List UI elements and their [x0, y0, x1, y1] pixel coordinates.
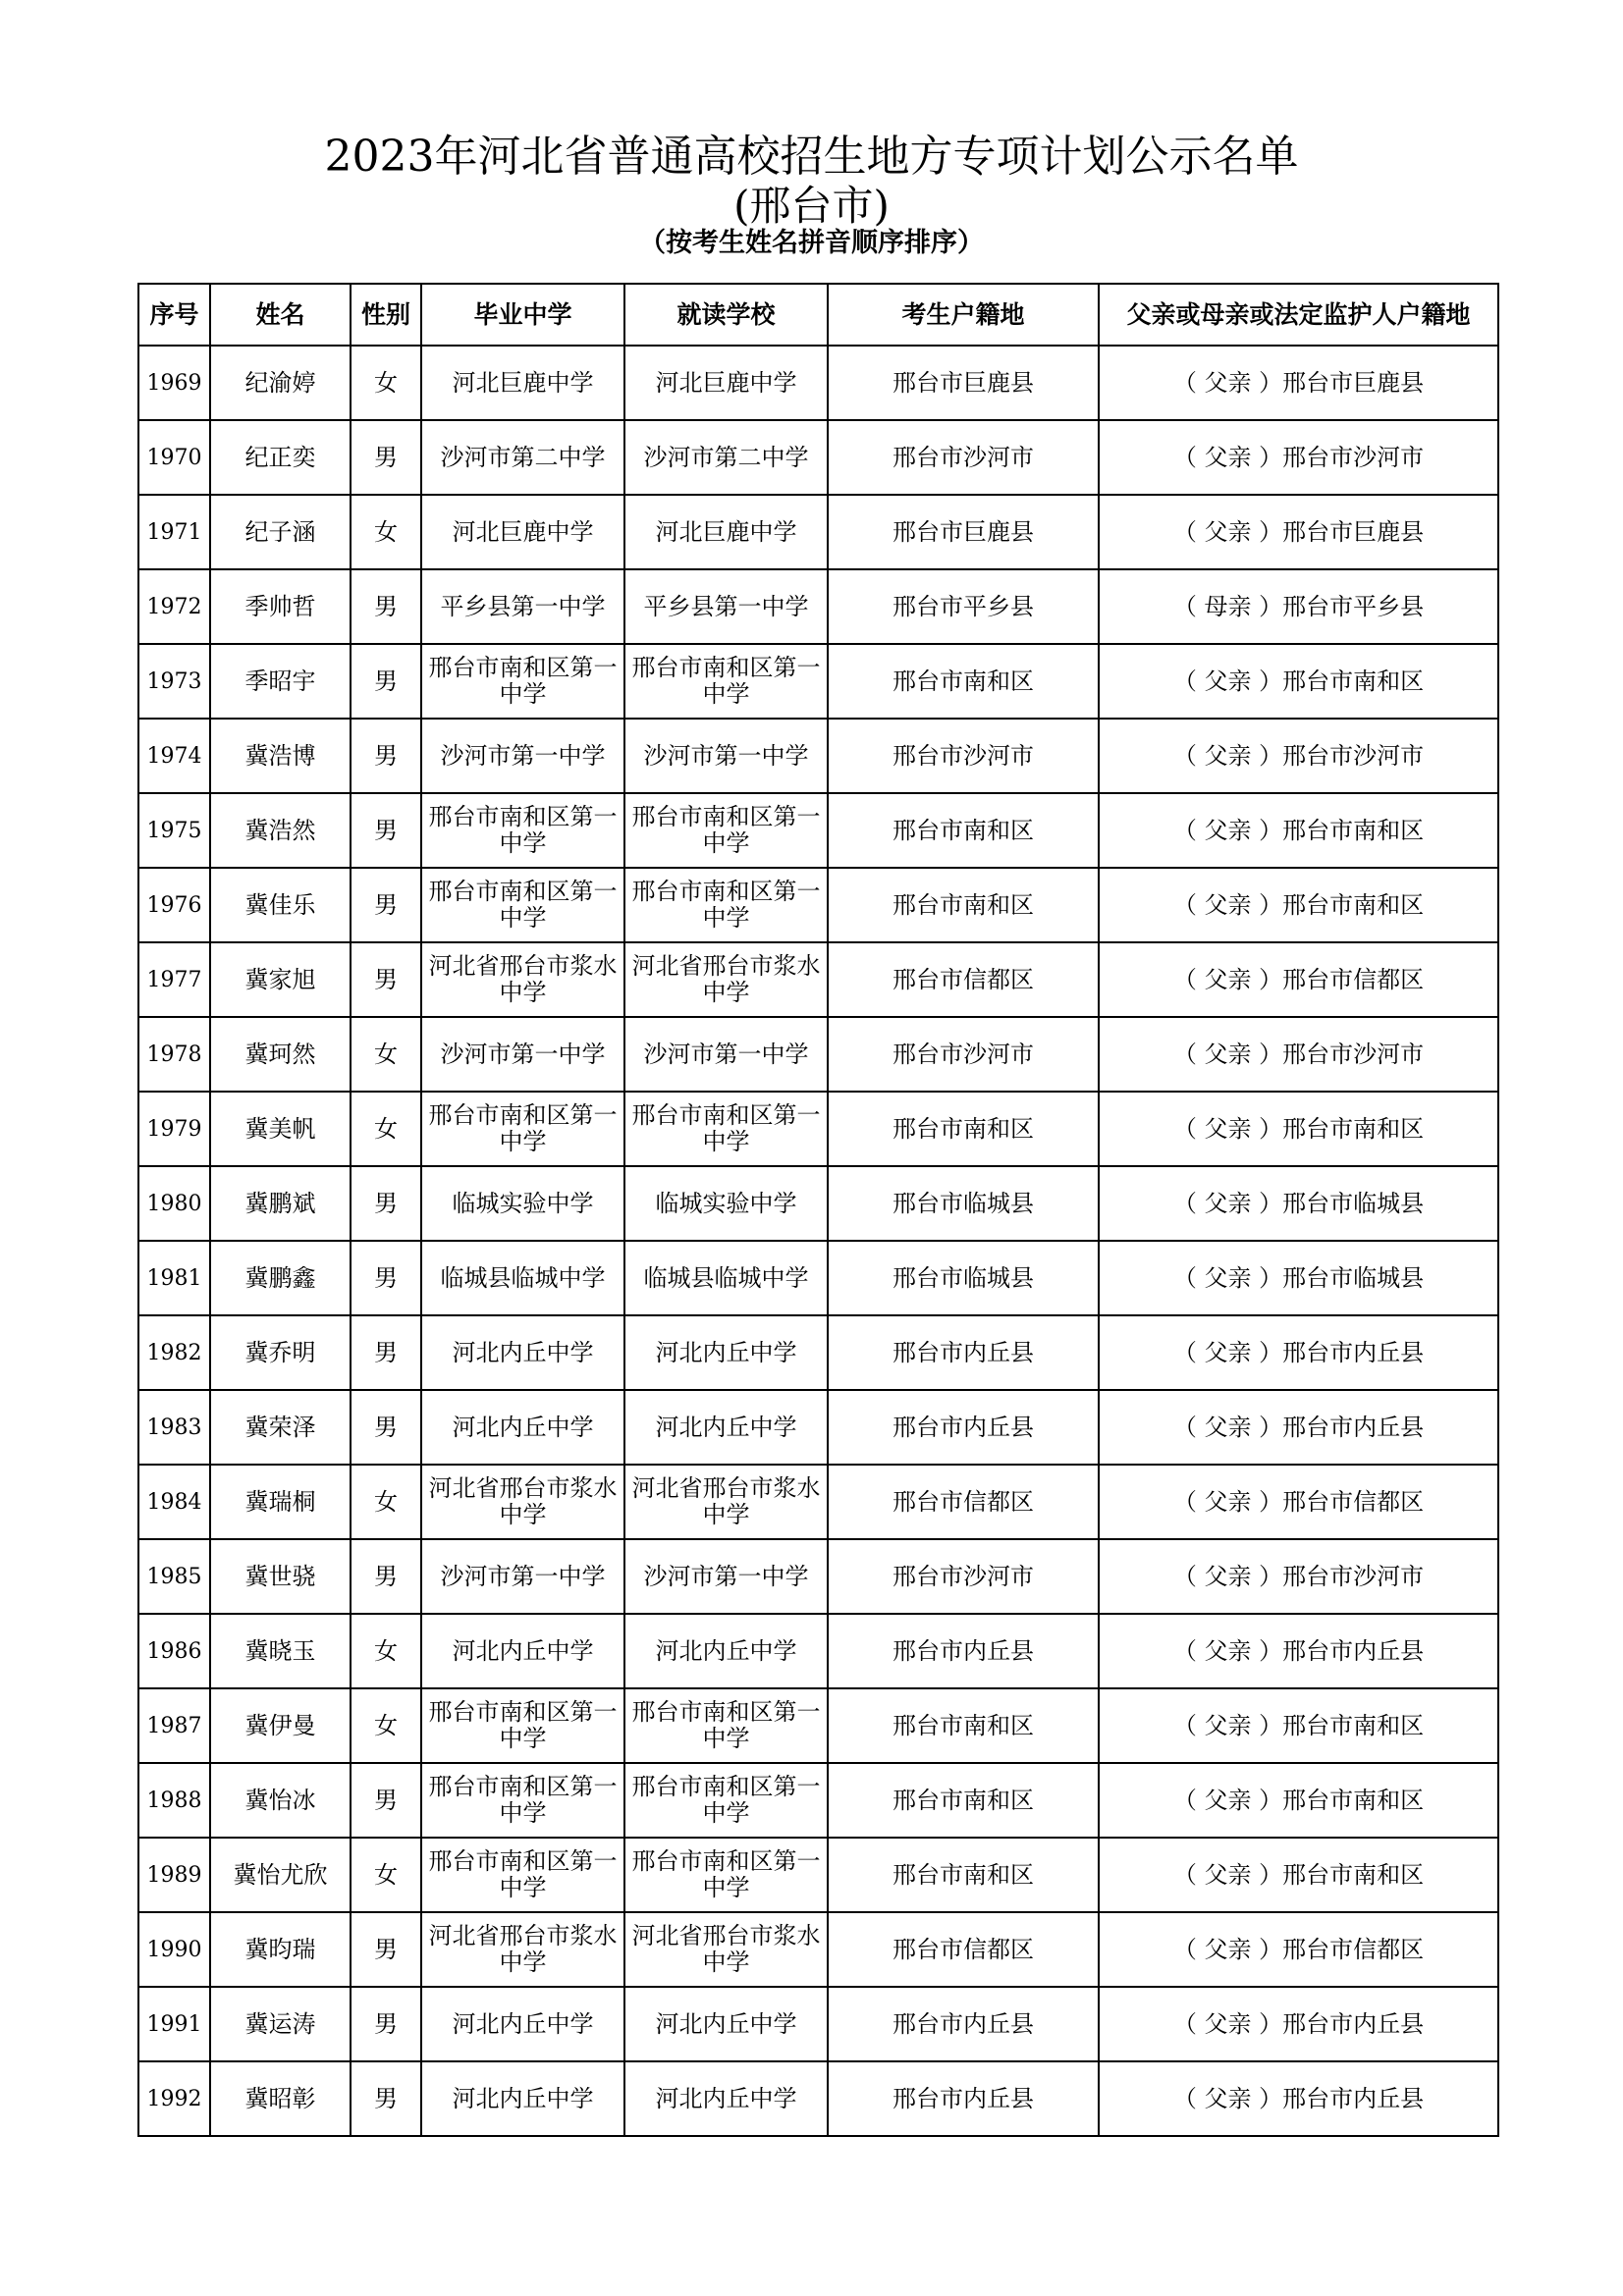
- cell-no: 1976: [138, 868, 210, 942]
- table-row: [138, 420, 1498, 495]
- cell-guardian-hukou: （ 父亲 ）邢台市临城县: [1099, 1241, 1498, 1315]
- cell-gender: 女: [351, 1017, 421, 1092]
- cell-grad-school: 沙河市第二中学: [421, 420, 624, 495]
- table-row: [138, 1092, 1498, 1166]
- cell-hukou: 邢台市内丘县: [828, 1987, 1099, 2061]
- table-row: [138, 1166, 1498, 1241]
- cell-hukou: 邢台市沙河市: [828, 1539, 1099, 1614]
- cell-grad-school: 河北内丘中学: [421, 1987, 624, 2061]
- cell-current-school: 邢台市南和区第一中学: [624, 1092, 828, 1166]
- cell-no: 1981: [138, 1241, 210, 1315]
- cell-current-school: 平乡县第一中学: [624, 569, 828, 644]
- cell-name: 冀浩博: [210, 719, 351, 793]
- cell-guardian-hukou: （ 父亲 ）邢台市沙河市: [1099, 1539, 1498, 1614]
- cell-gender: 男: [351, 942, 421, 1017]
- table-row: [138, 1539, 1498, 1614]
- cell-gender: 女: [351, 1614, 421, 1688]
- cell-hukou: 邢台市内丘县: [828, 1315, 1099, 1390]
- cell-no: 1987: [138, 1688, 210, 1763]
- cell-hukou: 邢台市南和区: [828, 644, 1099, 719]
- cell-guardian-hukou: （ 父亲 ）邢台市巨鹿县: [1099, 495, 1498, 569]
- cell-grad-school: 邢台市南和区第一中学: [421, 644, 624, 719]
- cell-no: 1985: [138, 1539, 210, 1614]
- cell-no: 1979: [138, 1092, 210, 1166]
- cell-name: 冀怡冰: [210, 1763, 351, 1838]
- table-row: [138, 719, 1498, 793]
- cell-gender: 男: [351, 1912, 421, 1987]
- cell-hukou: 邢台市信都区: [828, 1465, 1099, 1539]
- cell-grad-school: 临城实验中学: [421, 1166, 624, 1241]
- cell-gender: 男: [351, 719, 421, 793]
- cell-guardian-hukou: （ 母亲 ）邢台市平乡县: [1099, 569, 1498, 644]
- cell-guardian-hukou: （ 父亲 ）邢台市巨鹿县: [1099, 346, 1498, 420]
- table-header-row: [138, 284, 1498, 346]
- cell-name: 纪渝婷: [210, 346, 351, 420]
- cell-guardian-hukou: （ 父亲 ）邢台市南和区: [1099, 1688, 1498, 1763]
- cell-current-school: 临城县临城中学: [624, 1241, 828, 1315]
- cell-name: 冀荣泽: [210, 1390, 351, 1465]
- table-row: [138, 346, 1498, 420]
- cell-hukou: 邢台市巨鹿县: [828, 495, 1099, 569]
- cell-current-school: 沙河市第一中学: [624, 1017, 828, 1092]
- cell-grad-school: 河北省邢台市浆水中学: [421, 1912, 624, 1987]
- cell-name: 冀珂然: [210, 1017, 351, 1092]
- cell-hukou: 邢台市内丘县: [828, 2061, 1099, 2136]
- cell-no: 1992: [138, 2061, 210, 2136]
- cell-current-school: 河北内丘中学: [624, 1987, 828, 2061]
- cell-hukou: 邢台市沙河市: [828, 719, 1099, 793]
- cell-hukou: 邢台市信都区: [828, 1912, 1099, 1987]
- column-header-current-school: 就读学校: [624, 284, 828, 346]
- table-row: [138, 495, 1498, 569]
- cell-name: 冀怡尤欣: [210, 1838, 351, 1912]
- table-row: [138, 644, 1498, 719]
- cell-no: 1973: [138, 644, 210, 719]
- cell-hukou: 邢台市南和区: [828, 1763, 1099, 1838]
- cell-grad-school: 河北巨鹿中学: [421, 346, 624, 420]
- cell-guardian-hukou: （ 父亲 ）邢台市南和区: [1099, 1092, 1498, 1166]
- cell-gender: 男: [351, 1166, 421, 1241]
- cell-guardian-hukou: （ 父亲 ）邢台市内丘县: [1099, 1614, 1498, 1688]
- cell-no: 1977: [138, 942, 210, 1017]
- cell-gender: 男: [351, 1315, 421, 1390]
- cell-grad-school: 河北内丘中学: [421, 1390, 624, 1465]
- table-row: [138, 1688, 1498, 1763]
- column-header-hukou: 考生户籍地: [828, 284, 1099, 346]
- table-row: [138, 1241, 1498, 1315]
- cell-guardian-hukou: （ 父亲 ）邢台市南和区: [1099, 793, 1498, 868]
- cell-name: 冀家旭: [210, 942, 351, 1017]
- cell-guardian-hukou: （ 父亲 ）邢台市内丘县: [1099, 2061, 1498, 2136]
- cell-gender: 男: [351, 1241, 421, 1315]
- cell-guardian-hukou: （ 父亲 ）邢台市信都区: [1099, 1465, 1498, 1539]
- cell-name: 冀鹏鑫: [210, 1241, 351, 1315]
- column-header-name: 姓名: [210, 284, 351, 346]
- cell-no: 1988: [138, 1763, 210, 1838]
- table-row: [138, 1912, 1498, 1987]
- cell-guardian-hukou: （ 父亲 ）邢台市信都区: [1099, 1912, 1498, 1987]
- cell-grad-school: 河北内丘中学: [421, 1614, 624, 1688]
- table-row: [138, 868, 1498, 942]
- cell-current-school: 邢台市南和区第一中学: [624, 644, 828, 719]
- cell-grad-school: 河北省邢台市浆水中学: [421, 1465, 624, 1539]
- cell-grad-school: 邢台市南和区第一中学: [421, 868, 624, 942]
- cell-guardian-hukou: （ 父亲 ）邢台市内丘县: [1099, 1390, 1498, 1465]
- cell-grad-school: 平乡县第一中学: [421, 569, 624, 644]
- cell-name: 季帅哲: [210, 569, 351, 644]
- cell-gender: 女: [351, 346, 421, 420]
- cell-name: 冀鹏斌: [210, 1166, 351, 1241]
- cell-guardian-hukou: （ 父亲 ）邢台市南和区: [1099, 868, 1498, 942]
- cell-current-school: 邢台市南和区第一中学: [624, 1688, 828, 1763]
- column-header-gender: 性别: [351, 284, 421, 346]
- table-row: [138, 1614, 1498, 1688]
- cell-grad-school: 临城县临城中学: [421, 1241, 624, 1315]
- cell-name: 冀昀瑞: [210, 1912, 351, 1987]
- cell-gender: 男: [351, 1390, 421, 1465]
- cell-grad-school: 沙河市第一中学: [421, 719, 624, 793]
- cell-gender: 男: [351, 420, 421, 495]
- cell-current-school: 河北省邢台市浆水中学: [624, 1912, 828, 1987]
- cell-current-school: 沙河市第一中学: [624, 1539, 828, 1614]
- cell-no: 1991: [138, 1987, 210, 2061]
- cell-gender: 女: [351, 1688, 421, 1763]
- cell-current-school: 邢台市南和区第一中学: [624, 1763, 828, 1838]
- cell-no: 1986: [138, 1614, 210, 1688]
- cell-no: 1982: [138, 1315, 210, 1390]
- cell-guardian-hukou: （ 父亲 ）邢台市南和区: [1099, 644, 1498, 719]
- cell-no: 1990: [138, 1912, 210, 1987]
- cell-name: 冀浩然: [210, 793, 351, 868]
- cell-gender: 女: [351, 1465, 421, 1539]
- table-row: [138, 2061, 1498, 2136]
- cell-hukou: 邢台市南和区: [828, 868, 1099, 942]
- cell-guardian-hukou: （ 父亲 ）邢台市内丘县: [1099, 1987, 1498, 2061]
- cell-grad-school: 邢台市南和区第一中学: [421, 1688, 624, 1763]
- cell-name: 冀瑞桐: [210, 1465, 351, 1539]
- cell-no: 1983: [138, 1390, 210, 1465]
- cell-hukou: 邢台市沙河市: [828, 1017, 1099, 1092]
- cell-no: 1970: [138, 420, 210, 495]
- cell-guardian-hukou: （ 父亲 ）邢台市沙河市: [1099, 719, 1498, 793]
- cell-gender: 女: [351, 1838, 421, 1912]
- cell-gender: 男: [351, 2061, 421, 2136]
- cell-current-school: 河北省邢台市浆水中学: [624, 1465, 828, 1539]
- cell-hukou: 邢台市信都区: [828, 942, 1099, 1017]
- cell-no: 1978: [138, 1017, 210, 1092]
- cell-grad-school: 邢台市南和区第一中学: [421, 793, 624, 868]
- cell-no: 1974: [138, 719, 210, 793]
- cell-name: 冀美帆: [210, 1092, 351, 1166]
- table-row: [138, 1987, 1498, 2061]
- cell-hukou: 邢台市临城县: [828, 1166, 1099, 1241]
- applicant-table: [137, 283, 1499, 2137]
- cell-hukou: 邢台市平乡县: [828, 569, 1099, 644]
- cell-current-school: 临城实验中学: [624, 1166, 828, 1241]
- cell-name: 冀乔明: [210, 1315, 351, 1390]
- cell-guardian-hukou: （ 父亲 ）邢台市南和区: [1099, 1763, 1498, 1838]
- cell-grad-school: 河北内丘中学: [421, 2061, 624, 2136]
- cell-grad-school: 邢台市南和区第一中学: [421, 1763, 624, 1838]
- table-row: [138, 1838, 1498, 1912]
- cell-no: 1984: [138, 1465, 210, 1539]
- cell-current-school: 邢台市南和区第一中学: [624, 868, 828, 942]
- cell-current-school: 邢台市南和区第一中学: [624, 1838, 828, 1912]
- table-row: [138, 793, 1498, 868]
- cell-no: 1969: [138, 346, 210, 420]
- column-header-no: 序号: [138, 284, 210, 346]
- page-title: 2023年河北省普通高校招生地方专项计划公示名单: [324, 132, 1299, 182]
- cell-hukou: 邢台市南和区: [828, 1092, 1099, 1166]
- cell-hukou: 邢台市内丘县: [828, 1614, 1099, 1688]
- cell-gender: 男: [351, 1539, 421, 1614]
- cell-name: 纪正奕: [210, 420, 351, 495]
- cell-hukou: 邢台市南和区: [828, 1688, 1099, 1763]
- table-row: [138, 1315, 1498, 1390]
- cell-guardian-hukou: （ 父亲 ）邢台市沙河市: [1099, 1017, 1498, 1092]
- cell-grad-school: 河北省邢台市浆水中学: [421, 942, 624, 1017]
- cell-hukou: 邢台市内丘县: [828, 1390, 1099, 1465]
- page-subtitle-city: (邢台市): [733, 182, 890, 230]
- cell-gender: 男: [351, 793, 421, 868]
- cell-grad-school: 沙河市第一中学: [421, 1539, 624, 1614]
- cell-guardian-hukou: （ 父亲 ）邢台市内丘县: [1099, 1315, 1498, 1390]
- cell-current-school: 沙河市第一中学: [624, 719, 828, 793]
- cell-grad-school: 河北内丘中学: [421, 1315, 624, 1390]
- cell-name: 冀佳乐: [210, 868, 351, 942]
- cell-current-school: 河北内丘中学: [624, 1614, 828, 1688]
- table-row: [138, 1465, 1498, 1539]
- cell-hukou: 邢台市沙河市: [828, 420, 1099, 495]
- cell-gender: 男: [351, 1987, 421, 2061]
- cell-grad-school: 河北巨鹿中学: [421, 495, 624, 569]
- cell-hukou: 邢台市临城县: [828, 1241, 1099, 1315]
- cell-name: 冀伊曼: [210, 1688, 351, 1763]
- cell-guardian-hukou: （ 父亲 ）邢台市沙河市: [1099, 420, 1498, 495]
- cell-no: 1972: [138, 569, 210, 644]
- table-row: [138, 1390, 1498, 1465]
- cell-current-school: 河北内丘中学: [624, 2061, 828, 2136]
- cell-gender: 男: [351, 868, 421, 942]
- cell-gender: 男: [351, 644, 421, 719]
- cell-current-school: 沙河市第二中学: [624, 420, 828, 495]
- cell-hukou: 邢台市南和区: [828, 793, 1099, 868]
- cell-gender: 男: [351, 569, 421, 644]
- cell-grad-school: 邢台市南和区第一中学: [421, 1092, 624, 1166]
- cell-grad-school: 沙河市第一中学: [421, 1017, 624, 1092]
- cell-current-school: 河北巨鹿中学: [624, 495, 828, 569]
- cell-current-school: 河北内丘中学: [624, 1315, 828, 1390]
- cell-name: 纪子涵: [210, 495, 351, 569]
- cell-hukou: 邢台市巨鹿县: [828, 346, 1099, 420]
- table-row: [138, 942, 1498, 1017]
- table-row: [138, 569, 1498, 644]
- cell-gender: 女: [351, 1092, 421, 1166]
- cell-current-school: 河北省邢台市浆水中学: [624, 942, 828, 1017]
- cell-name: 冀运涛: [210, 1987, 351, 2061]
- cell-name: 冀晓玉: [210, 1614, 351, 1688]
- cell-no: 1975: [138, 793, 210, 868]
- sort-note: （按考生姓名拼音顺序排序）: [639, 228, 984, 258]
- cell-current-school: 河北巨鹿中学: [624, 346, 828, 420]
- cell-grad-school: 邢台市南和区第一中学: [421, 1838, 624, 1912]
- cell-current-school: 河北内丘中学: [624, 1390, 828, 1465]
- cell-no: 1989: [138, 1838, 210, 1912]
- column-header-guardian-hukou: 父亲或母亲或法定监护人户籍地: [1099, 284, 1498, 346]
- cell-guardian-hukou: （ 父亲 ）邢台市南和区: [1099, 1838, 1498, 1912]
- table-row: [138, 1763, 1498, 1838]
- table-row: [138, 1017, 1498, 1092]
- cell-name: 季昭宇: [210, 644, 351, 719]
- cell-current-school: 邢台市南和区第一中学: [624, 793, 828, 868]
- cell-name: 冀昭彰: [210, 2061, 351, 2136]
- cell-no: 1971: [138, 495, 210, 569]
- cell-guardian-hukou: （ 父亲 ）邢台市信都区: [1099, 942, 1498, 1017]
- column-header-grad-school: 毕业中学: [421, 284, 624, 346]
- cell-name: 冀世骁: [210, 1539, 351, 1614]
- cell-hukou: 邢台市南和区: [828, 1838, 1099, 1912]
- cell-gender: 男: [351, 1763, 421, 1838]
- cell-gender: 女: [351, 495, 421, 569]
- cell-guardian-hukou: （ 父亲 ）邢台市临城县: [1099, 1166, 1498, 1241]
- cell-no: 1980: [138, 1166, 210, 1241]
